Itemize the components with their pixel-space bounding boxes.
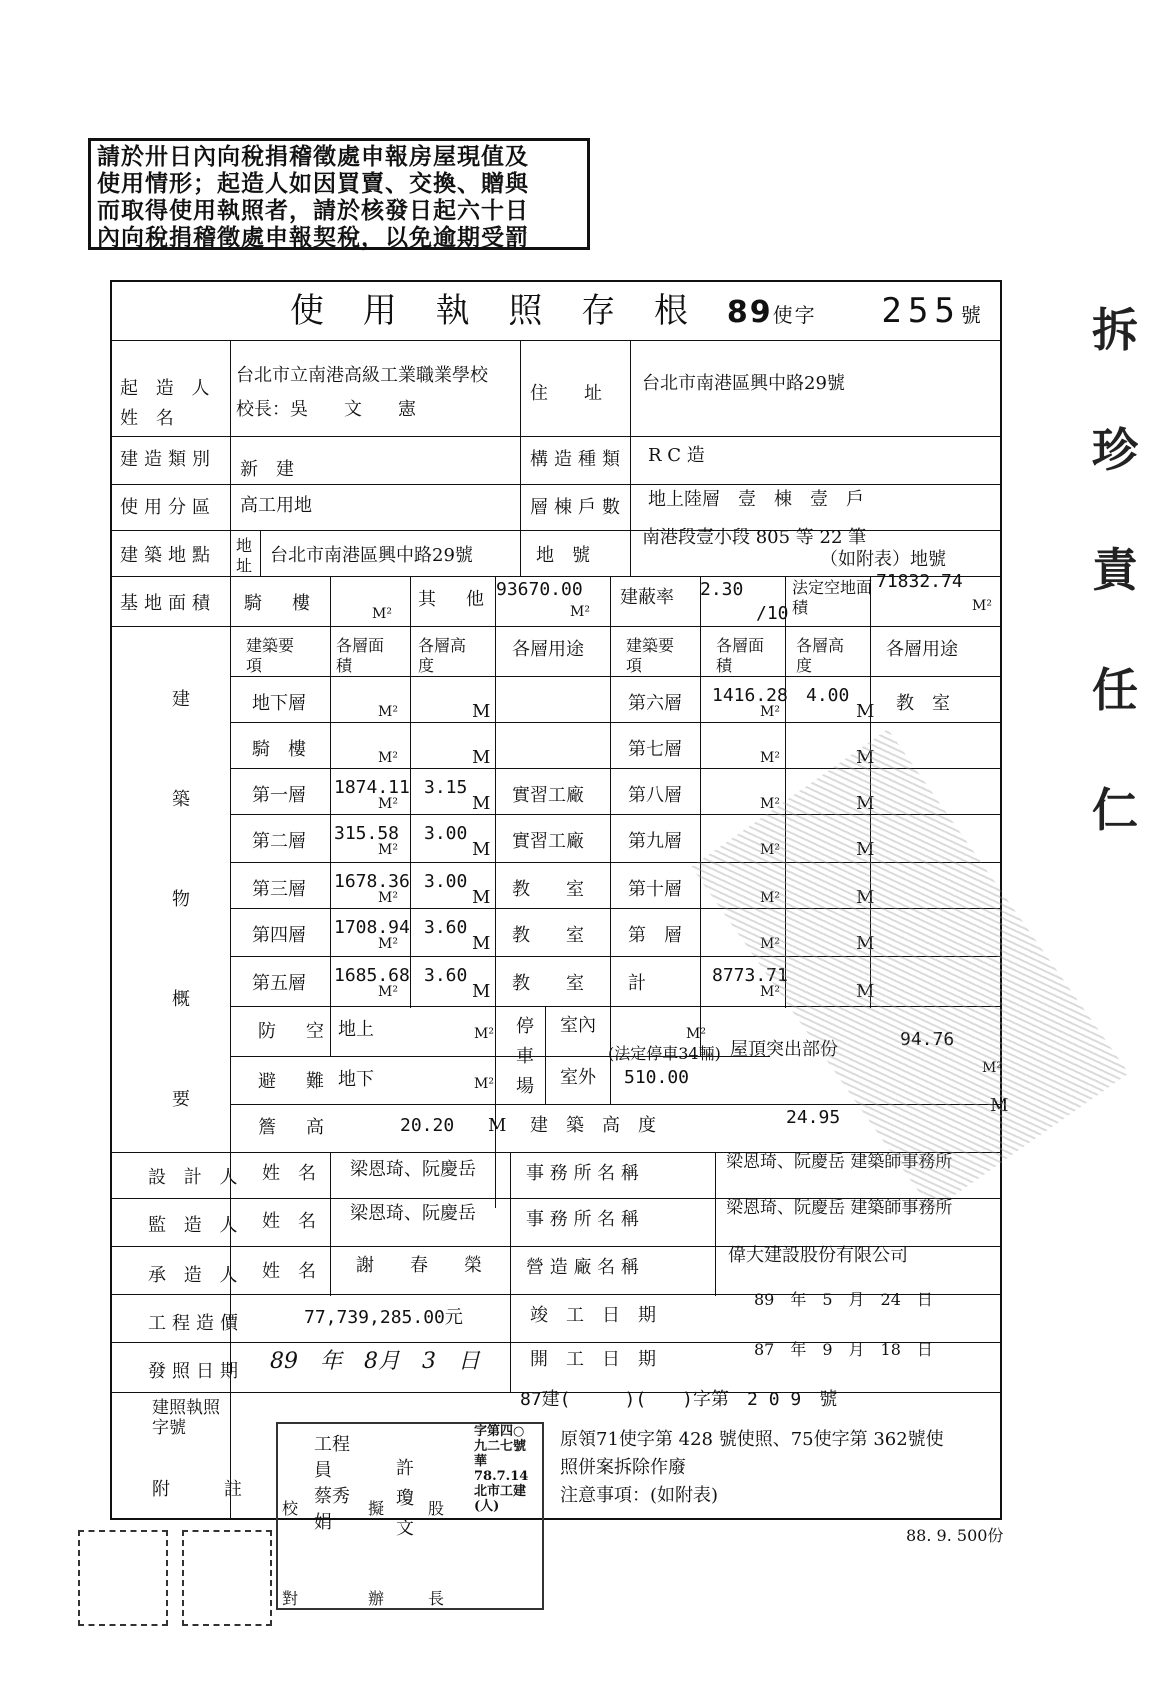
- notice-line: 內向稅捐稽徵處申報契稅，以免逾期受罰: [97, 224, 529, 251]
- floor-name: 騎 樓: [252, 739, 306, 760]
- floor-area: 1874.11: [334, 777, 410, 798]
- parking-label: 停車場: [516, 1016, 534, 1097]
- remark-line: 照併案拆除作廢: [560, 1457, 686, 1478]
- floor-height: 3.60: [424, 917, 468, 938]
- floor-name: 第三層: [252, 879, 306, 900]
- seal-stamp: [78, 1530, 168, 1626]
- floor-use: 教 室: [512, 973, 584, 994]
- floor-height: 3.00: [424, 871, 468, 892]
- unit-m: M: [472, 839, 491, 860]
- roof-label: 屋頂突出部份: [730, 1039, 838, 1060]
- permit-value: 87建( )( )字第 2 0 9 號: [520, 1389, 838, 1410]
- supervisor-office: 梁恩琦、阮慶岳 建築師事務所: [726, 1198, 953, 1218]
- floor-name: 第八層: [628, 785, 682, 806]
- title-year: 89: [726, 295, 773, 330]
- other-label: 其 他: [418, 589, 490, 610]
- unit-m2: M²: [760, 984, 780, 1000]
- margin-characters: 拆 珍 責 任 仁: [1092, 303, 1138, 837]
- floor-name: 地下層: [252, 693, 306, 714]
- designer-name: 梁恩琦、阮慶岳: [350, 1159, 476, 1180]
- floor-name: 第九層: [628, 831, 682, 852]
- site-label: 建築地點: [120, 545, 216, 566]
- lot-note: （如附表）地號: [820, 549, 946, 570]
- floor-use: 教 室: [512, 925, 584, 946]
- unit-m2: M²: [378, 984, 398, 1000]
- floor-height: 3.60: [424, 965, 468, 986]
- permit-number: 255: [881, 291, 961, 331]
- floor-name: 第一層: [252, 785, 306, 806]
- unit-m: M: [856, 933, 875, 954]
- start-date: 87 年 9 月 18 日: [754, 1340, 933, 1359]
- floor-use: 教 室: [512, 879, 584, 900]
- unit-m2: M²: [378, 890, 398, 906]
- site-area-label: 基地面積: [120, 593, 216, 614]
- outdoor-parking: 510.00: [624, 1067, 690, 1088]
- tax-notice: [88, 138, 590, 250]
- arcade-label: 騎 樓: [244, 593, 316, 614]
- unit-m: M: [472, 793, 491, 814]
- floor-name: 第十層: [628, 879, 682, 900]
- unit-m2: M²: [760, 796, 780, 812]
- approval-stamp: 校對 工程員 蔡秀娟 擬辦 許瓊文 股長 字第四○九二七號 華78.7.14北市工建(人): [276, 1422, 544, 1610]
- floor-name: 計: [628, 973, 646, 994]
- applicant-name: 台北市立南港高級工業職業學校: [236, 365, 488, 386]
- zone-value: 高工用地: [240, 495, 312, 516]
- unit-m2: M²: [760, 704, 780, 720]
- unit-m: M: [856, 793, 875, 814]
- floor-area: 1685.68: [334, 965, 410, 986]
- drafter-name: 許瓊文: [396, 1458, 414, 1539]
- unit-m2: M²: [760, 936, 780, 952]
- address-label: 住 址: [530, 383, 602, 404]
- unit-m: M: [856, 981, 875, 1002]
- applicant-address: 台北市南港區興中路29號: [642, 373, 845, 394]
- floor-area: 1708.94: [334, 917, 410, 938]
- unit-m2: M²: [378, 750, 398, 766]
- floor-name: 第五層: [252, 973, 306, 994]
- issue-date: 89 年 8月 3 日: [270, 1349, 480, 1374]
- zone-label: 使用分區: [120, 497, 216, 518]
- unit-m: M: [472, 981, 491, 1002]
- unit-m: M: [472, 887, 491, 908]
- principal-name: 校長：吳 文 憲: [236, 399, 416, 420]
- checker-name: 工程員 蔡秀娟: [314, 1434, 350, 1533]
- floor-height: 4.00: [806, 685, 850, 706]
- unit-m2: M²: [760, 750, 780, 766]
- lot-label: 地 號: [536, 545, 590, 566]
- unit-m2: M²: [760, 842, 780, 858]
- unit-m2: M²: [378, 842, 398, 858]
- print-note: 88. 9. 500份: [906, 1526, 1004, 1545]
- completion-date: 89 年 5 月 24 日: [754, 1290, 933, 1309]
- floor-area: 1678.36: [334, 871, 410, 892]
- other-area: 93670.00: [496, 579, 583, 600]
- unit-m: M: [856, 701, 875, 722]
- seal-stamp: [182, 1530, 272, 1626]
- floor-name: 第 層: [628, 925, 682, 946]
- site-address: 台北市南港區興中路29號: [270, 545, 473, 566]
- floor-area: 8773.71: [712, 965, 788, 986]
- unit-m: M: [856, 839, 875, 860]
- build-type-label: 建造類別: [120, 449, 216, 470]
- open-area-value: 71832.74: [876, 571, 963, 592]
- notice-line: 而取得使用執照者，請於核發日起六十日: [97, 197, 529, 224]
- unit-m: M: [472, 933, 491, 954]
- contractor-company: 偉大建設股份有限公司: [728, 1245, 908, 1266]
- legal-parking: (法定停車34輛): [608, 1044, 721, 1063]
- unit-m2: M²: [378, 936, 398, 952]
- unit-m2: M²: [378, 704, 398, 720]
- floor-height: 3.00: [424, 823, 468, 844]
- floor-use: 實習工廠: [512, 831, 584, 852]
- applicant-label: 起 造 人 姓 名: [120, 378, 216, 429]
- registration-seal: 字第四○九二七號 華78.7.14北市工建(人): [474, 1424, 529, 1514]
- notice-line: 使用情形；起造人如因買賣、交換、贈與: [97, 170, 529, 197]
- floor-name: 第四層: [252, 925, 306, 946]
- floor-use: 實習工廠: [512, 785, 584, 806]
- floor-height: 3.15: [424, 777, 468, 798]
- floor-name: 第二層: [252, 831, 306, 852]
- designer-office: 梁恩琦、阮慶岳 建築師事務所: [726, 1152, 953, 1172]
- coverage-label: 建蔽率: [620, 587, 674, 608]
- remark-line: 注意事項：(如附表): [560, 1485, 719, 1506]
- permit-label: 建照執照字號: [152, 1398, 220, 1438]
- building-height: 24.95: [786, 1107, 841, 1128]
- roof-value: 94.76: [900, 1029, 955, 1050]
- structure-label: 構造種類: [530, 449, 626, 470]
- form-title: 使 用 執 照 存 根 89使字 255號: [290, 291, 983, 331]
- floors-value: 地上陸層 壹 棟 壹 戶: [648, 489, 864, 510]
- floor-area: 315.58: [334, 823, 400, 844]
- lot-value: 南港段壹小段 805 等 22 筆: [642, 527, 867, 548]
- remark-line: 原領71使字第 428 號使照、75使字第 362號使: [560, 1429, 944, 1450]
- unit-m: M: [856, 887, 875, 908]
- unit-m2: M²: [760, 890, 780, 906]
- floor-name: 第七層: [628, 739, 682, 760]
- build-type: 新 建: [240, 459, 294, 480]
- eave-height: 20.20: [400, 1115, 455, 1136]
- floors-label: 層棟戶數: [530, 497, 626, 518]
- unit-m: M: [856, 747, 875, 768]
- coverage-value: 2.30: [700, 579, 744, 600]
- unit-m: M: [472, 701, 491, 722]
- open-area-label: 法定空地面積: [792, 578, 873, 617]
- contractor-name: 謝 春 榮: [356, 1255, 482, 1276]
- floor-area: 1416.28: [712, 685, 788, 706]
- floor-name: 第六層: [628, 693, 682, 714]
- supervisor-name: 梁恩琦、阮慶岳: [350, 1203, 476, 1224]
- structure-type: R C 造: [648, 445, 705, 466]
- notice-line: 請於卅日內向稅捐稽徵處申報房屋現值及: [97, 143, 529, 170]
- unit-m2: M²: [378, 796, 398, 812]
- unit-m: M: [472, 747, 491, 768]
- floor-use: 教 室: [896, 693, 950, 714]
- site-addr-label: 地址: [236, 536, 253, 575]
- construction-cost: 77,739,285.00元: [304, 1307, 463, 1328]
